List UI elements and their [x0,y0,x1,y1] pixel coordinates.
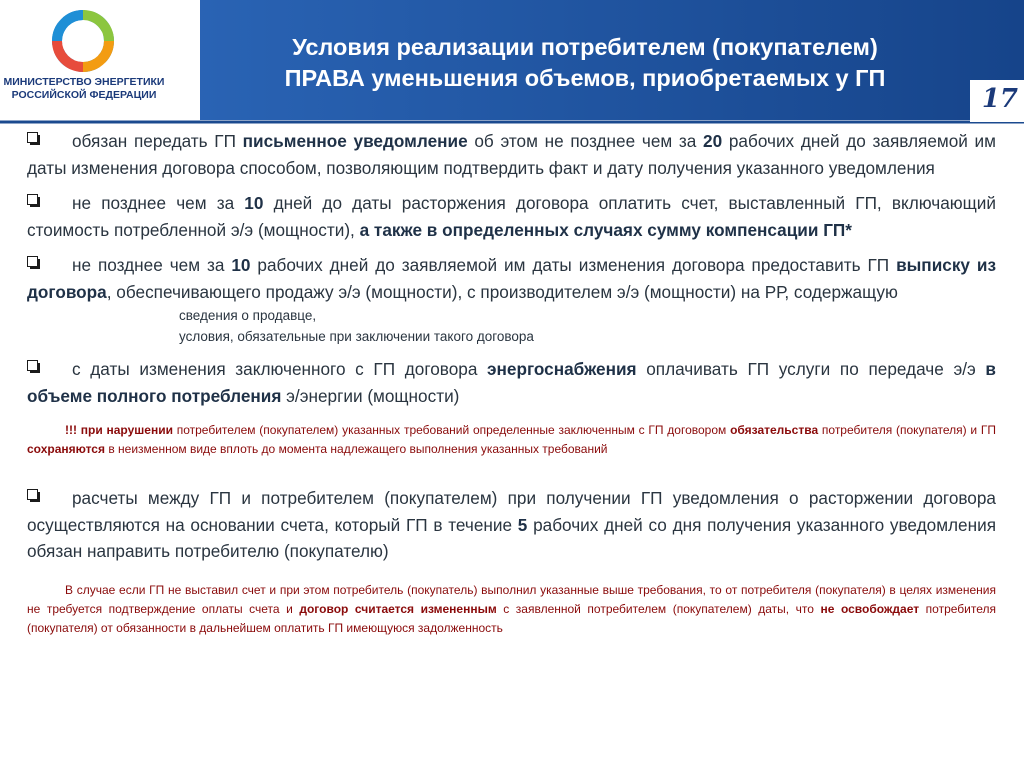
content-body [27,128,996,638]
checkbox-bullet-icon [27,132,40,145]
slide-number: 17 [981,84,1018,114]
list-item: обязан передать ГП письменное уведомление об этом не позднее чем за 20 рабочих дней до заявляемой им даты изменения договора способом, позволяющим подтвердить факт и дату получения указанного уведомления [27,131,996,178]
sub-item: условия, обязательные при заключении такого договора [179,329,534,344]
ministry-name: МИНИСТЕРСТВО ЭНЕРГЕТИКИ РОССИЙСКОЙ ФЕДЕРАЦИИ [3,76,165,101]
ministry-logo-icon [48,8,118,74]
list-item: расчеты между ГП и потребителем (покупателем) при получении ГП уведомления о расторжении договора осуществляются на основании счета, который ГП в течение 5 рабочих дней со дня получения указанного уведомления обязан направить потребителю (покупателю) [27,488,996,561]
sub-item: сведения о продавце, [179,308,317,323]
list-item: с даты изменения заключенного с ГП договора энергоснабжения оплачивать ГП услуги по передаче э/э в объеме полного потребления э/энергии (мощности) [27,359,996,406]
checkbox-bullet-icon [27,256,40,269]
checkbox-bullet-icon [27,360,40,373]
page-title: Условия реализации потребителем (покупателем) ПРАВА уменьшения объемов, приобретаемых у ГП [284,34,886,91]
checkbox-bullet-icon [27,194,40,207]
checkbox-bullet-icon [27,489,40,502]
info-note: В случае если ГП не выставил счет и при этом потребитель (покупатель) выполнил указанные выше требования, то от потребителя (покупателя) в целях изменения не требуется подтверждение оплаты счета и договор считается измененным с заявленной потребителем (покупателем) даты, что не освобождает потребителя (покупателя) от обязанности в дальнейшем оплатить ГП имеющуюся задолженность [27,582,996,635]
logo-area [0,0,200,120]
list-item: не позднее чем за 10 дней до даты расторжения договора оплатить счет, выставленный ГП, включающий стоимость потребленной э/э (мощности), а также в определенных случаях сумму компенсации ГП* [27,193,996,240]
list-item: не позднее чем за 10 рабочих дней до заявляемой им даты изменения договора предоставить ГП выписку из договора, обеспечивающего продажу э/э (мощности), с производителем э/э (мощности) на РР, содержащую [27,255,997,302]
warning-note: !!! при нарушении потребителем (покупателем) указанных требований определенные заключенным с ГП договором обязательства потребителя (покупателя) и ГП сохраняются в неизменном виде вплоть до момента надлежащего выполнения указанных требований [27,423,996,456]
